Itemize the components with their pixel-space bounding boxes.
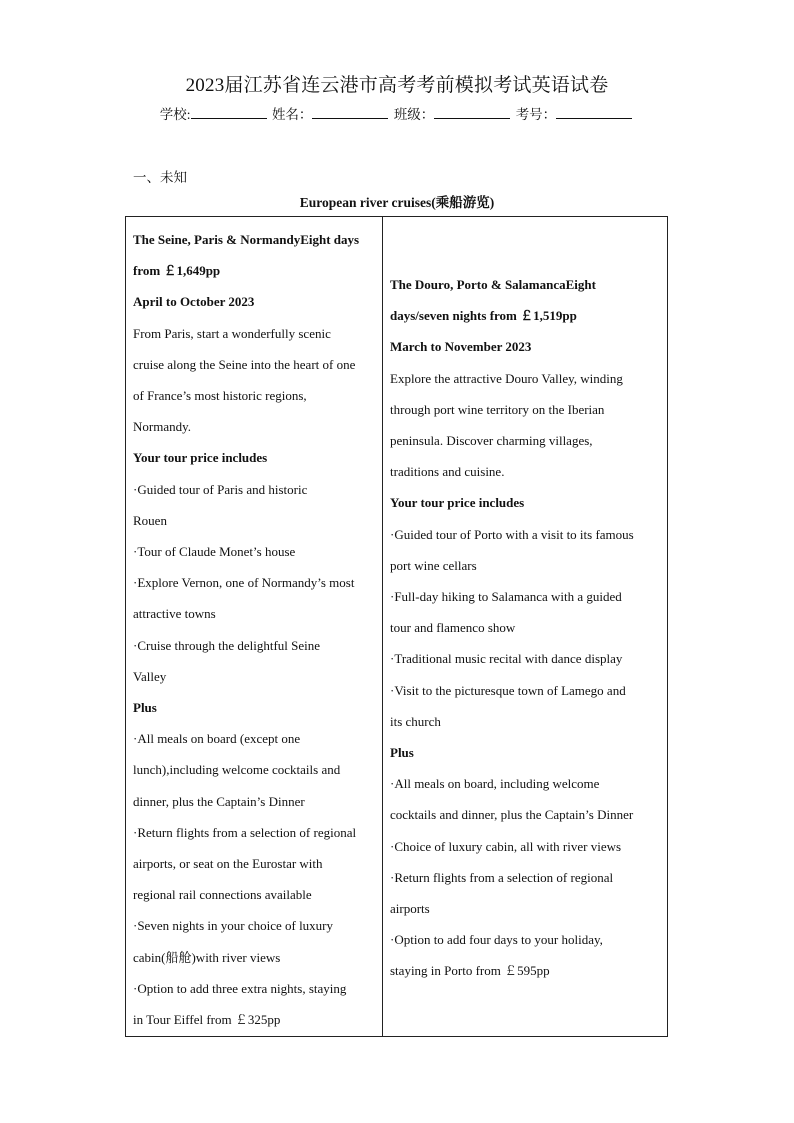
includes-line: tour and flamenco show [390, 620, 516, 636]
plus-line: ·Return flights from a selection of regional [390, 869, 614, 885]
plus-title: Plus [133, 700, 157, 716]
plus-line: cocktails and dinner, plus the Captain’s Dinner [390, 807, 634, 823]
cruise-heading: The Seine, Paris & NormandyEight days [133, 232, 360, 247]
school-blank[interactable] [191, 106, 267, 119]
includes-line: port wine cellars [390, 557, 477, 573]
plus-line: regional rail connections available [133, 887, 312, 903]
cruise-table [125, 216, 668, 1037]
desc-line: Normandy. [133, 419, 192, 435]
includes-line: ·Tour of Claude Monet’s house [133, 544, 296, 560]
class-blank[interactable] [434, 106, 510, 119]
seine-cruise-column [126, 217, 383, 1036]
page-title: 2023届江苏省连云港市高考考前模拟考试英语试卷 [185, 75, 609, 96]
desc-line: traditions and cuisine. [390, 464, 505, 480]
plus-title: Plus [390, 745, 414, 761]
plus-line: airports, or seat on the Eurostar with [133, 856, 323, 872]
plus-line: ·Seven nights in your choice of luxury [133, 918, 334, 934]
student-info-line [0, 103, 794, 123]
douro-cruise-column [383, 217, 667, 1036]
plus-line: ·Option to add four days to your holiday, [390, 932, 603, 948]
desc-line: cruise along the Seine into the heart of one [133, 356, 356, 372]
plus-line: cabin(船舱)with river views [133, 949, 281, 965]
cruise-price: days/seven nights from ￡1,519pp [390, 308, 577, 324]
includes-line: ·Guided tour of Paris and historic [133, 481, 308, 497]
includes-line: ·Cruise through the delightful Seine [133, 637, 321, 653]
cruise-dates: March to November 2023 [390, 339, 532, 355]
includes-line: ·Full-day hiking to Salamanca with a guided [390, 589, 622, 605]
plus-line: ·All meals on board, including welcome [390, 776, 600, 792]
includes-line: attractive towns [133, 606, 216, 622]
includes-title: Your tour price includes [133, 450, 268, 466]
exam-number-blank[interactable] [556, 106, 632, 119]
includes-line: ·Guided tour of Porto with a visit to its famous [390, 526, 634, 542]
desc-line: Explore the attractive Douro Valley, winding [390, 370, 623, 386]
desc-line: through port wine territory on the Iberian [390, 401, 605, 417]
plus-line: airports [390, 901, 430, 917]
name-label: 姓名： [271, 107, 313, 122]
includes-line: ·Explore Vernon, one of Normandy’s most [133, 575, 355, 591]
includes-line: ·Traditional music recital with dance display [390, 651, 623, 667]
plus-line: staying in Porto from ￡595pp [390, 963, 550, 979]
plus-line: ·All meals on board (except one [133, 731, 301, 747]
desc-line: peninsula. Discover charming villages, [390, 433, 593, 449]
section-heading: 一、未知 [133, 170, 187, 185]
includes-line: its church [390, 713, 441, 729]
plus-line: ·Return flights from a selection of regional [133, 824, 357, 840]
cruise-heading: The Douro, Porto & SalamancaEight [390, 277, 596, 292]
name-blank[interactable] [312, 106, 388, 119]
includes-line: ·Visit to the picturesque town of Lamego and [390, 682, 626, 698]
plus-line: dinner, plus the Captain’s Dinner [133, 793, 305, 809]
plus-line: lunch),including welcome cocktails and [133, 762, 341, 778]
includes-line: Valley [133, 668, 167, 684]
includes-title: Your tour price includes [390, 495, 525, 511]
plus-line: ·Option to add three extra nights, staying [133, 980, 347, 996]
exam-number-label: 考号： [515, 107, 557, 122]
desc-line: of France’s most historic regions, [133, 388, 307, 404]
plus-line: ·Choice of luxury cabin, all with river views [390, 838, 622, 854]
cruise-dates: April to October 2023 [133, 294, 255, 310]
cruise-price: from ￡1,649pp [133, 263, 221, 279]
includes-line: Rouen [133, 512, 167, 528]
passage-title: European river cruises(乘船游览) [299, 195, 495, 210]
plus-line: in Tour Eiffel from ￡325pp [133, 1012, 281, 1028]
class-label: 班级： [393, 107, 435, 122]
desc-line: From Paris, start a wonderfully scenic [133, 325, 331, 341]
school-label: 学校: [159, 107, 191, 122]
